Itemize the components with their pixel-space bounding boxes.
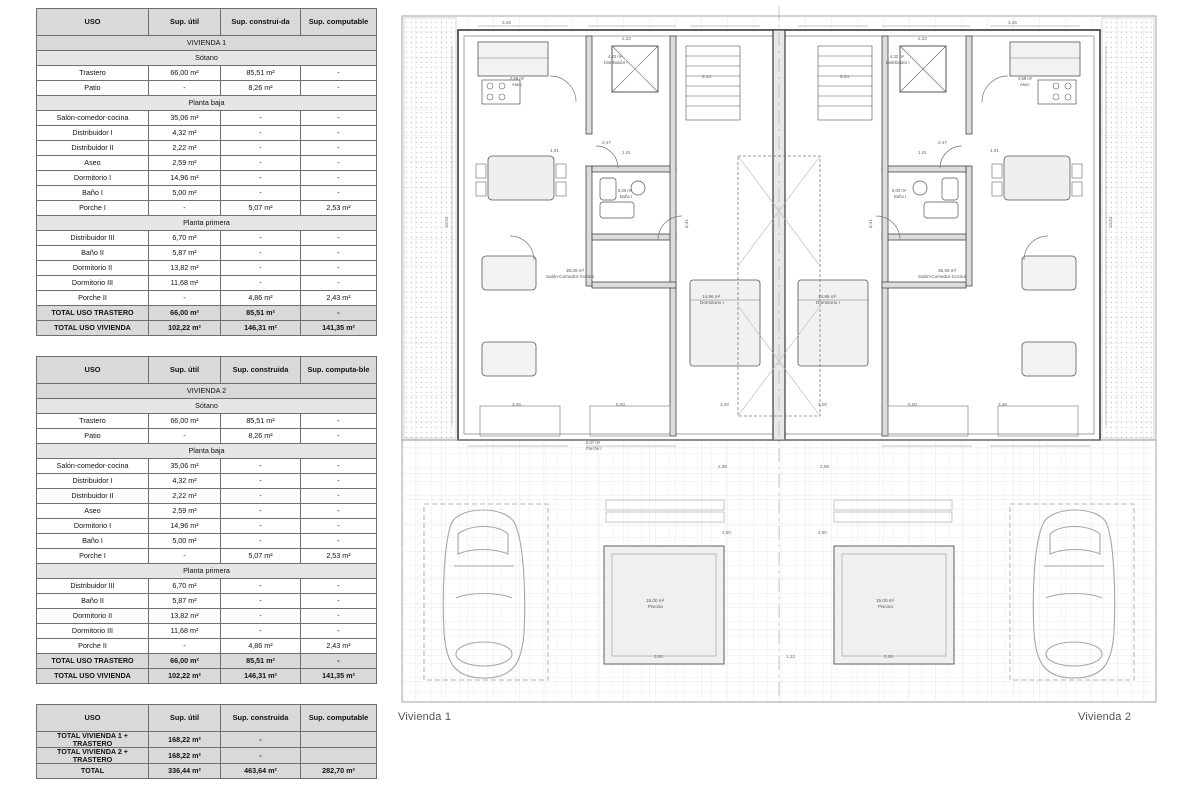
table-row xyxy=(37,231,377,246)
cell-construida: - xyxy=(221,126,301,141)
row-label: Planta baja xyxy=(37,444,377,459)
row-label: Distribuidor I xyxy=(37,126,149,141)
table-row xyxy=(37,186,377,201)
row-label: Porche I xyxy=(37,201,149,216)
label-piscina-left-2: Piscina xyxy=(648,604,663,609)
row-label: TOTAL VIVIENDA 1 + TRASTERO xyxy=(37,732,149,748)
label-salon-left: 35,06 m² xyxy=(566,268,585,273)
dim-d24: 3,00 xyxy=(654,654,663,659)
cell-construida: - xyxy=(221,504,301,519)
table-row xyxy=(37,81,377,96)
table-row xyxy=(37,459,377,474)
row-label: TOTAL USO VIVIENDA xyxy=(37,321,149,336)
cell-computable: - xyxy=(301,306,377,321)
label-dist-right-2: Distribuidor I xyxy=(886,60,910,65)
cell-construida: - xyxy=(221,246,301,261)
cell-util: 66,00 m² xyxy=(149,654,221,669)
col-sup-computable: Sup. computa-ble xyxy=(301,357,377,384)
label-porche-left-2: Porche I xyxy=(586,446,602,451)
row-label: Distribuidor III xyxy=(37,579,149,594)
cell-construida: - xyxy=(221,141,301,156)
cell-computable: - xyxy=(301,519,377,534)
row-label: Distribuidor I xyxy=(37,474,149,489)
dim-d21: 5,14 xyxy=(702,74,711,79)
col-sup-computable: Sup. computable xyxy=(301,705,377,732)
cell-computable: - xyxy=(301,429,377,444)
row-label: Trastero xyxy=(37,66,149,81)
dim-d1: 3,26 xyxy=(502,20,511,25)
cell-construida: 85,51 m² xyxy=(221,654,301,669)
cell-computable: - xyxy=(301,624,377,639)
cell-computable xyxy=(301,732,377,748)
cell-construida: 85,51 m² xyxy=(221,306,301,321)
cell-computable: - xyxy=(301,654,377,669)
cell-computable: - xyxy=(301,186,377,201)
table-vivienda-2 xyxy=(36,356,377,684)
cell-util: 6,70 m² xyxy=(149,579,221,594)
dim-d28: 3,50 xyxy=(722,530,731,535)
cell-construida: 146,31 m² xyxy=(221,321,301,336)
cell-construida: - xyxy=(221,519,301,534)
cell-util: 2,59 m² xyxy=(149,156,221,171)
cell-computable: 2,43 m² xyxy=(301,291,377,306)
cell-computable: - xyxy=(301,246,377,261)
cell-util: 13,82 m² xyxy=(149,609,221,624)
cell-computable: - xyxy=(301,489,377,504)
dim-d14: 5,00 xyxy=(908,402,917,407)
cell-construida: 5,07 m² xyxy=(221,549,301,564)
row-label: TOTAL xyxy=(37,764,149,779)
cell-computable: - xyxy=(301,534,377,549)
cell-computable: - xyxy=(301,141,377,156)
label-bano-right: 5,00 m² xyxy=(892,188,907,193)
dim-d27: 2,98 xyxy=(820,464,829,469)
table-row xyxy=(37,291,377,306)
cell-util: 11,68 m² xyxy=(149,276,221,291)
cell-util: 102,22 m² xyxy=(149,321,221,336)
label-piscina-left: 15,00 m² xyxy=(646,598,665,603)
row-label: VIVIENDA 2 xyxy=(37,384,377,399)
label-bano-left-2: Baño I xyxy=(620,194,633,199)
dim-d4: 4,61 xyxy=(990,148,999,153)
row-label: Dormitorio I xyxy=(37,171,149,186)
row-label: Porche I xyxy=(37,549,149,564)
cell-construida: 4,86 m² xyxy=(221,639,301,654)
table-row xyxy=(37,111,377,126)
row-label: TOTAL USO TRASTERO xyxy=(37,654,149,669)
table-row xyxy=(37,534,377,549)
row-label: Dormitorio III xyxy=(37,276,149,291)
cell-util: 5,00 m² xyxy=(149,186,221,201)
cell-computable: - xyxy=(301,111,377,126)
table-row xyxy=(37,519,377,534)
cell-construida: - xyxy=(221,579,301,594)
dim-d3: 4,61 xyxy=(550,148,559,153)
table-row xyxy=(37,579,377,594)
row-label: Porche II xyxy=(37,639,149,654)
table-row-total xyxy=(37,306,377,321)
cell-construida: - xyxy=(221,171,301,186)
table-row xyxy=(37,201,377,216)
dim-d23: 1,22 xyxy=(786,654,795,659)
cell-util: 11,68 m² xyxy=(149,624,221,639)
label-piscina-right: 15,00 m² xyxy=(876,598,895,603)
cell-util: 6,70 m² xyxy=(149,231,221,246)
cell-util: - xyxy=(149,429,221,444)
cell-computable: - xyxy=(301,594,377,609)
cell-computable: - xyxy=(301,504,377,519)
cell-computable: - xyxy=(301,459,377,474)
row-label: Salón-comedor-cocina xyxy=(37,111,149,126)
label-aseo-right-2: Aseo xyxy=(1020,82,1030,87)
col-uso: USO xyxy=(37,705,149,732)
cell-computable: - xyxy=(301,171,377,186)
dim-d20: 8,41 xyxy=(868,219,873,228)
cell-computable: - xyxy=(301,414,377,429)
table-row xyxy=(37,609,377,624)
col-sup-construida: Sup. construi-da xyxy=(221,9,301,36)
cell-construida: 85,51 m² xyxy=(221,414,301,429)
cell-construida: - xyxy=(221,748,301,764)
cell-construida: - xyxy=(221,459,301,474)
table-row xyxy=(37,474,377,489)
table-row xyxy=(37,399,377,414)
cell-computable: - xyxy=(301,276,377,291)
table-row xyxy=(37,639,377,654)
cell-computable: 282,70 m² xyxy=(301,764,377,779)
table-row xyxy=(37,429,377,444)
table-header-row xyxy=(37,9,377,36)
cell-computable: - xyxy=(301,261,377,276)
label-porche-left: 5,07 m² xyxy=(586,440,601,445)
cell-construida: 8,26 m² xyxy=(221,81,301,96)
label-dorm-right-2: Dormitorio I xyxy=(816,300,840,305)
cell-construida: 146,31 m² xyxy=(221,669,301,684)
cell-computable: - xyxy=(301,609,377,624)
cell-util: 35,06 m² xyxy=(149,111,221,126)
cell-util: 2,59 m² xyxy=(149,504,221,519)
cell-computable: - xyxy=(301,66,377,81)
table-row xyxy=(37,549,377,564)
dim-d12: 3,46 xyxy=(998,402,1007,407)
row-label: Distribuidor III xyxy=(37,231,149,246)
table-row xyxy=(37,276,377,291)
row-label: Planta primera xyxy=(37,564,377,579)
table-vivienda-1 xyxy=(36,8,377,336)
col-sup-computable: Sup. computable xyxy=(301,9,377,36)
table-row-total xyxy=(37,732,377,748)
label-salon-right-2: Salón-Comedor-Cocina xyxy=(918,274,967,279)
cell-util: 102,22 m² xyxy=(149,669,221,684)
cell-util: 4,32 m² xyxy=(149,126,221,141)
table-row xyxy=(37,36,377,51)
cell-util: 4,32 m² xyxy=(149,474,221,489)
table-row-total xyxy=(37,669,377,684)
exterior-area xyxy=(402,440,1156,702)
cell-computable: 141,35 m² xyxy=(301,669,377,684)
table-row xyxy=(37,171,377,186)
cell-computable: - xyxy=(301,156,377,171)
row-label: Planta primera xyxy=(37,216,377,231)
table-header-row xyxy=(37,357,377,384)
cell-util: 168,22 m² xyxy=(149,732,221,748)
cell-construida: - xyxy=(221,732,301,748)
cell-construida: - xyxy=(221,474,301,489)
table-row-total xyxy=(37,321,377,336)
cell-construida: - xyxy=(221,594,301,609)
table-row xyxy=(37,504,377,519)
col-sup-util: Sup. útil xyxy=(149,9,221,36)
dim-d11: 3,46 xyxy=(512,402,521,407)
cell-construida: - xyxy=(221,261,301,276)
table-row-total xyxy=(37,764,377,779)
label-dorm-left: 14,96 m² xyxy=(702,294,721,299)
table-totales xyxy=(36,704,377,779)
dim-d6: 1,81 xyxy=(918,150,927,155)
table-row-total xyxy=(37,748,377,764)
row-label: Baño I xyxy=(37,534,149,549)
cell-util: 66,00 m² xyxy=(149,414,221,429)
cell-computable: - xyxy=(301,474,377,489)
cell-construida: - xyxy=(221,186,301,201)
label-aseo-right: 2,59 m² xyxy=(1018,76,1033,81)
table-row xyxy=(37,624,377,639)
cell-computable: 2,43 m² xyxy=(301,639,377,654)
row-label: Dormitorio III xyxy=(37,624,149,639)
row-label: Salón-comedor-cocina xyxy=(37,459,149,474)
row-label: Dormitorio II xyxy=(37,609,149,624)
cell-construida: 85,51 m² xyxy=(221,66,301,81)
row-label: Trastero xyxy=(37,414,149,429)
label-dist-left: 4,32 m² xyxy=(608,54,623,59)
table-row xyxy=(37,96,377,111)
cell-computable xyxy=(301,748,377,764)
table-row xyxy=(37,141,377,156)
col-sup-util: Sup. útil xyxy=(149,705,221,732)
cell-computable: - xyxy=(301,81,377,96)
cell-computable: 2,53 m² xyxy=(301,549,377,564)
cell-util: 14,96 m² xyxy=(149,519,221,534)
cell-util: 5,87 m² xyxy=(149,594,221,609)
row-label: TOTAL USO TRASTERO xyxy=(37,306,149,321)
dim-d17: 10,52 xyxy=(444,216,449,228)
cell-construida: - xyxy=(221,609,301,624)
label-aseo-left-2: Aseo xyxy=(512,82,522,87)
row-label: Planta baja xyxy=(37,96,377,111)
table-row xyxy=(37,216,377,231)
cell-util: 35,06 m² xyxy=(149,459,221,474)
row-label: Aseo xyxy=(37,504,149,519)
dim-d7: 2,47 xyxy=(602,140,611,145)
cell-construida: - xyxy=(221,624,301,639)
cell-construida: 463,64 m² xyxy=(221,764,301,779)
row-label: Baño II xyxy=(37,594,149,609)
col-uso: USO xyxy=(37,9,149,36)
table-row xyxy=(37,444,377,459)
label-salon-left-2: Salón-Comedor-Cocina xyxy=(546,274,595,279)
row-label: Patio xyxy=(37,81,149,96)
dim-d18: 10,52 xyxy=(1108,216,1113,228)
dim-d5: 1,81 xyxy=(622,150,631,155)
cell-construida: 5,07 m² xyxy=(221,201,301,216)
col-sup-construida: Sup. construida xyxy=(221,357,301,384)
dim-d16: 3,00 xyxy=(818,402,827,407)
row-label: Porche II xyxy=(37,291,149,306)
dim-d15: 3,00 xyxy=(720,402,729,407)
label-bano-right-2: Baño I xyxy=(894,194,907,199)
table-row xyxy=(37,414,377,429)
cell-construida: 8,26 m² xyxy=(221,429,301,444)
row-label: Baño I xyxy=(37,186,149,201)
surface-tables xyxy=(36,8,376,799)
cell-util: 66,00 m² xyxy=(149,306,221,321)
dim-d29: 3,50 xyxy=(818,530,827,535)
cell-util: 13,82 m² xyxy=(149,261,221,276)
label-vivienda-1: Vivienda 1 xyxy=(398,711,452,723)
cell-computable: 2,53 m² xyxy=(301,201,377,216)
row-label: Distribuidor II xyxy=(37,141,149,156)
label-piscina-right-2: Piscina xyxy=(878,604,893,609)
cell-computable: - xyxy=(301,231,377,246)
col-sup-construida: Sup. construida xyxy=(221,705,301,732)
cell-util: 168,22 m² xyxy=(149,748,221,764)
cell-computable: - xyxy=(301,126,377,141)
cell-computable: 141,35 m² xyxy=(301,321,377,336)
row-label: Dormitorio II xyxy=(37,261,149,276)
row-label: Sótano xyxy=(37,399,377,414)
row-label: VIVIENDA 1 xyxy=(37,36,377,51)
cell-util: 336,44 m² xyxy=(149,764,221,779)
cell-util: - xyxy=(149,549,221,564)
dim-d22: 5,14 xyxy=(840,74,849,79)
row-label: Distribuidor II xyxy=(37,489,149,504)
row-label: Dormitorio I xyxy=(37,519,149,534)
cell-util: 5,87 m² xyxy=(149,246,221,261)
cell-construida: - xyxy=(221,489,301,504)
table-row xyxy=(37,564,377,579)
cell-util: 66,00 m² xyxy=(149,66,221,81)
table-row xyxy=(37,126,377,141)
table-row xyxy=(37,51,377,66)
cell-util: - xyxy=(149,201,221,216)
cell-computable: - xyxy=(301,579,377,594)
table-row xyxy=(37,246,377,261)
cell-util: - xyxy=(149,81,221,96)
table-row-total xyxy=(37,654,377,669)
cell-construida: - xyxy=(221,156,301,171)
plan-svg xyxy=(390,6,1168,706)
label-salon-right: 35,06 m² xyxy=(938,268,957,273)
row-label: Sótano xyxy=(37,51,377,66)
dim-d19: 8,41 xyxy=(684,219,689,228)
table-row xyxy=(37,66,377,81)
cell-construida: - xyxy=(221,534,301,549)
cell-util: 5,00 m² xyxy=(149,534,221,549)
cell-util: 2,22 m² xyxy=(149,141,221,156)
cell-util: - xyxy=(149,291,221,306)
cell-construida: - xyxy=(221,276,301,291)
label-dorm-right: 14,96 m² xyxy=(818,294,837,299)
label-vivienda-2: Vivienda 2 xyxy=(1078,711,1132,723)
row-label: Baño II xyxy=(37,246,149,261)
table-header-row xyxy=(37,705,377,732)
table-row xyxy=(37,261,377,276)
table-row xyxy=(37,384,377,399)
table-row xyxy=(37,594,377,609)
col-uso: USO xyxy=(37,357,149,384)
cell-util: - xyxy=(149,639,221,654)
table-row xyxy=(37,156,377,171)
dim-d8: 2,47 xyxy=(938,140,947,145)
table-row xyxy=(37,489,377,504)
cell-util: 2,22 m² xyxy=(149,489,221,504)
cell-construida: - xyxy=(221,231,301,246)
label-dist-left-2: Distribuidor I xyxy=(604,60,628,65)
label-bano-left: 5,00 m² xyxy=(618,188,633,193)
dim-d10: 2,22 xyxy=(918,36,927,41)
label-dist-right: 4,32 m² xyxy=(890,54,905,59)
dim-d26: 2,98 xyxy=(718,464,727,469)
label-aseo-left: 2,59 m² xyxy=(510,76,525,81)
col-sup-util: Sup. útil xyxy=(149,357,221,384)
dim-d2: 3,26 xyxy=(1008,20,1017,25)
row-label: TOTAL USO VIVIENDA xyxy=(37,669,149,684)
cell-construida: 4,86 m² xyxy=(221,291,301,306)
label-dorm-left-2: Dormitorio I xyxy=(700,300,724,305)
row-label: Aseo xyxy=(37,156,149,171)
row-label: Patio xyxy=(37,429,149,444)
dim-d9: 2,22 xyxy=(622,36,631,41)
dim-d25: 3,00 xyxy=(884,654,893,659)
floor-plan-drawing xyxy=(390,6,1168,746)
cell-construida: - xyxy=(221,111,301,126)
cell-util: 14,96 m² xyxy=(149,171,221,186)
row-label: TOTAL VIVIENDA 2 + TRASTERO xyxy=(37,748,149,764)
dim-d13: 5,00 xyxy=(616,402,625,407)
